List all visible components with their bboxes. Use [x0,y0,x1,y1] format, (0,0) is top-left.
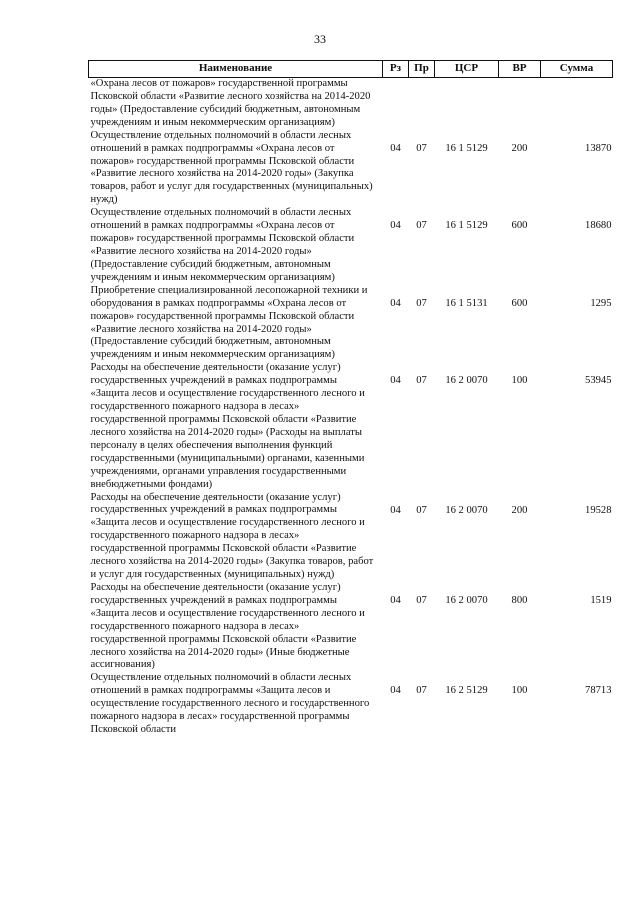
row-sum [541,78,613,130]
table-row [89,78,613,130]
row-pr: 07 [416,594,427,606]
row-csr: 16 2 0070 [445,504,488,516]
table-row [89,672,613,737]
row-pr [409,78,435,130]
row-vr [499,78,541,130]
row-vr: 200 [511,504,528,516]
header-name: Наименование [89,61,383,78]
row-name: Осуществление отдельных полномочий в области лесных отношений в рамках подпрограммы «Охрана лесов от пожаров» государственной программы Псковской области «Развитие лесного хозяйства на 2014-2020 годы» (Закупка товаров, работ и услуг для государственных (муниципальных) нужд) [90,129,373,206]
row-name: Осуществление отдельных полномочий в области лесных отношений в рамках подпрограммы «Защита лесов и осуществление государственного лесного и государственного пожарного надзора в лесах» государственной программы Псковской области [90,672,370,736]
row-sum: 1295 [590,297,612,309]
row-rz: 04 [390,375,401,387]
table-row [89,207,613,285]
row-rz: 04 [390,504,401,516]
header-pr: Пр [409,61,435,78]
table-row [89,130,613,208]
table-header-row [89,61,613,78]
row-vr: 200 [511,142,528,154]
header-sum: Сумма [541,61,613,78]
header-rz: Рз [383,61,409,78]
row-csr: 16 2 0070 [445,594,488,606]
row-sum: 19528 [585,504,612,516]
page-number: 33 [314,32,326,46]
table-row [89,285,613,363]
row-rz [383,78,409,130]
budget-table [88,60,613,737]
row-pr: 07 [416,142,427,154]
row-csr: 16 1 5129 [445,142,488,154]
row-vr: 100 [511,685,528,697]
row-pr: 07 [416,220,427,232]
row-pr: 07 [416,504,427,516]
row-vr: 100 [511,375,528,387]
row-sum: 78713 [585,685,612,697]
table-row [89,362,613,491]
row-vr: 600 [511,297,528,309]
row-name: Расходы на обеспечение деятельности (оказание услуг) государственных учреждений в рамках подпрограммы «Защита лесов и осуществление государственного лесного и государственного пожарного надзора в лесах» государственной программы Псковской области «Развитие лесного хозяйства на 2014-2020 годы» (Закупка товаров, работ и услуг для государственных (муниципальных) нужд) [90,491,374,581]
row-csr: 16 1 5129 [445,220,488,232]
row-csr [435,78,499,130]
row-pr: 07 [416,375,427,387]
row-rz: 04 [390,685,401,697]
row-pr: 07 [416,685,427,697]
row-name: Расходы на обеспечение деятельности (оказание услуг) государственных учреждений в рамках подпрограммы «Защита лесов и осуществление государственного лесного и государственного пожарного надзора в лесах» государственной программы Псковской области «Развитие лесного хозяйства на 2014-2020 годы» (Расходы на выплаты персоналу в целях обеспечения выполнения функций государственными (муниципальными) органами, казенными учреждениями, органами управления государственными внебюджетными фондами) [90,362,365,490]
header-vr: ВР [499,61,541,78]
row-sum: 53945 [585,375,612,387]
row-rz: 04 [390,594,401,606]
row-rz: 04 [390,220,401,232]
row-name: Осуществление отдельных полномочий в области лесных отношений в рамках подпрограммы «Охрана лесов от пожаров» государственной программы Псковской области «Развитие лесного хозяйства на 2014-2020 годы» (Предоставление субсидий бюджетным, автономным учреждениям и иным некоммерческим организациям) [90,207,355,283]
row-rz: 04 [390,297,401,309]
row-pr: 07 [416,297,427,309]
row-rz: 04 [390,142,401,154]
row-sum: 1519 [590,594,612,606]
row-name: Приобретение специализированной лесопожарной техники и оборудования в рамках подпрограммы «Охрана лесов от пожаров» государственной программы Псковской области «Развитие лесного хозяйства на 2014-2020 годы» (Предоставление субсидий бюджетным, автономным учреждениям и иным некоммерческим организациям) [90,284,368,361]
table-row [89,492,613,582]
row-vr: 600 [511,220,528,232]
row-vr: 800 [511,594,528,606]
row-sum: 13870 [585,142,612,154]
row-sum: 18680 [585,220,612,232]
row-name: «Охрана лесов от пожаров» государственной программы Псковской области «Развитие лесного хозяйства на 2014-2020 годы» (Предоставление субсидий бюджетным, автономным учреждениям и иным некоммерческим организациям) [90,78,371,128]
row-name: Расходы на обеспечение деятельности (оказание услуг) государственных учреждений в рамках подпрограммы «Защита лесов и осуществление государственного лесного и государственного пожарного надзора в лесах» государственной программы Псковской области «Развитие лесного хозяйства на 2014-2020 годы» (Иные бюджетные ассигнования) [90,581,365,671]
row-csr: 16 2 0070 [445,375,488,387]
row-csr: 16 2 5129 [445,685,488,697]
table-row [89,582,613,672]
header-csr: ЦСР [435,61,499,78]
row-csr: 16 1 5131 [445,297,488,309]
